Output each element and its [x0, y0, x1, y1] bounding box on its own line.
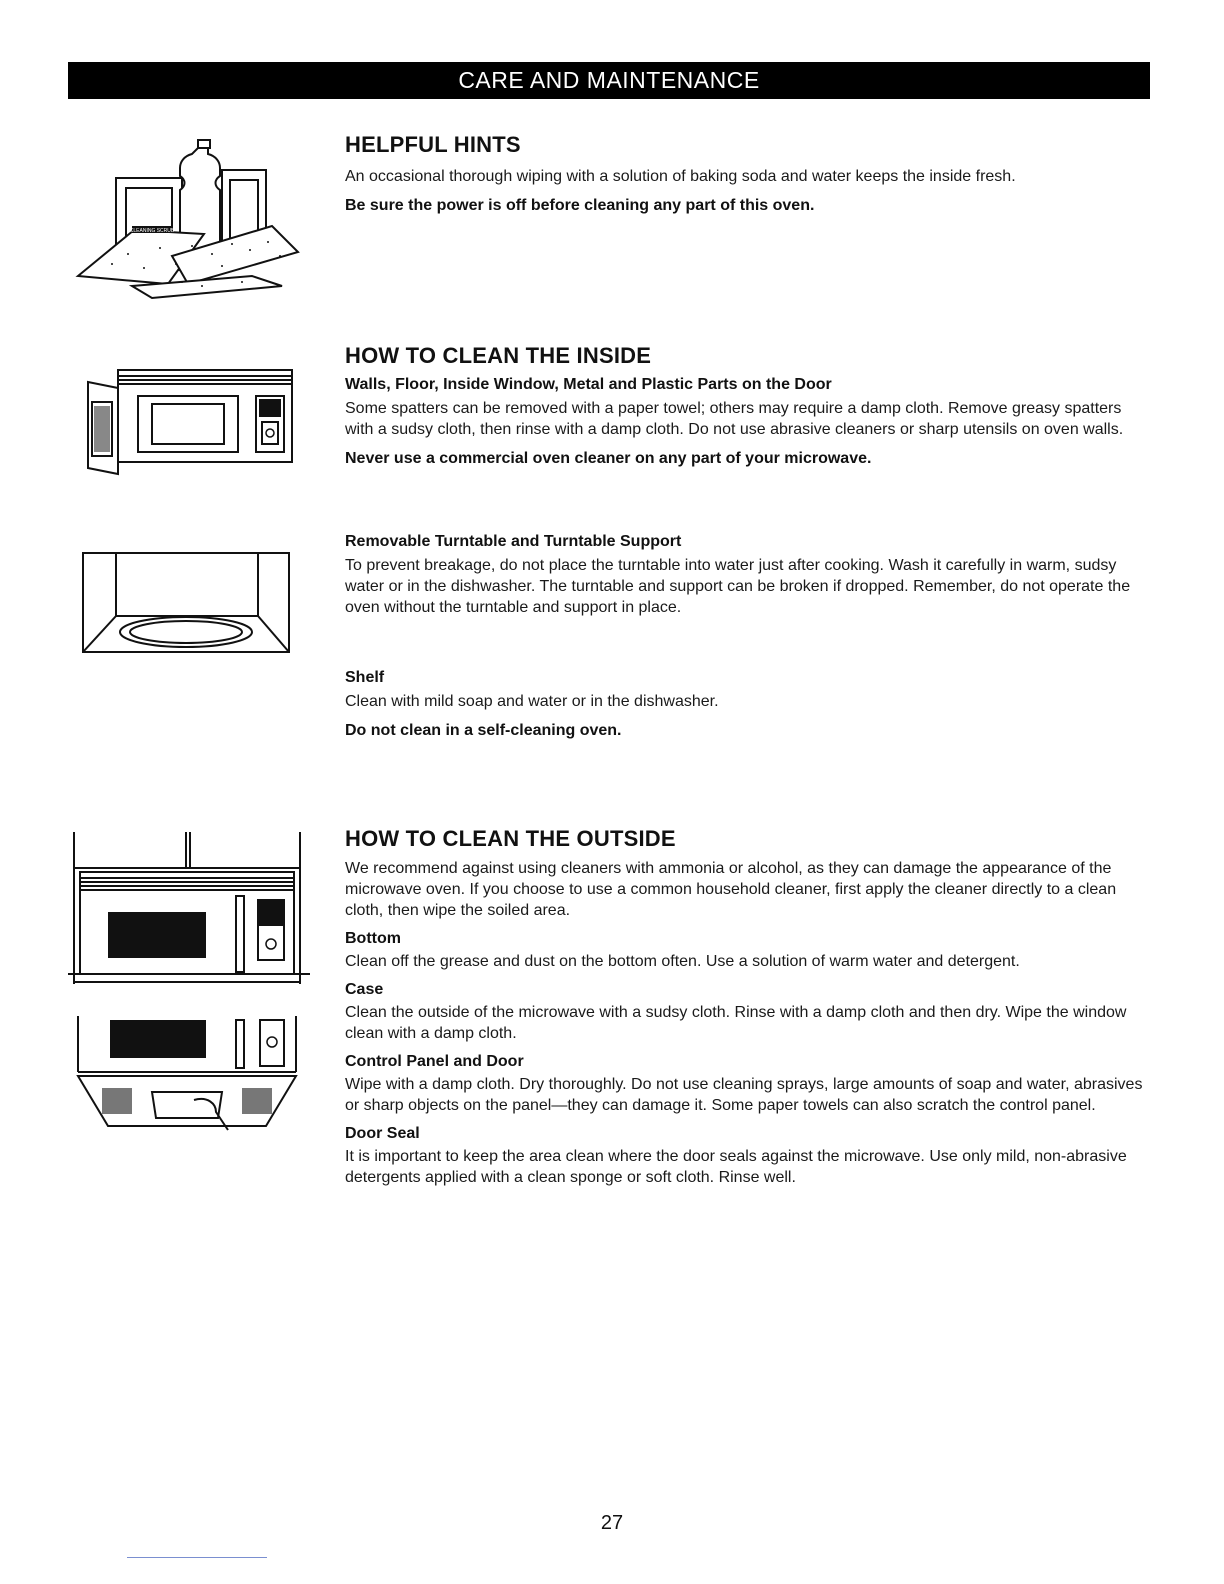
helpful-hints-text: An occasional thorough wiping with a solution of baking soda and water keeps the inside fresh.	[345, 168, 1016, 185]
bottom-text: Clean off the grease and dust on the bottom often. Use a solution of warm water and detergent.	[345, 953, 1020, 970]
clean-outside-heading: HOW TO CLEAN THE OUTSIDE	[345, 826, 676, 851]
control-panel-text: Wipe with a damp cloth. Dry thoroughly. Do not use cleaning sprays, large amounts of soap and water, abrasives or sharp objects on the panel—they can damage it. Some paper towels can also scratch the control panel.	[345, 1076, 1143, 1114]
turntable-subheading: Removable Turntable and Turntable Support	[345, 533, 682, 550]
microwave-front-illustration	[66, 828, 310, 988]
shelf-text: Clean with mild soap and water or in the dishwasher.	[345, 693, 719, 710]
clean-inside-heading: HOW TO CLEAN THE INSIDE	[345, 343, 652, 368]
open-microwave-illustration	[78, 368, 296, 478]
cleaning-supplies-illustration	[72, 136, 312, 300]
section-banner: CARE AND MAINTENANCE	[68, 62, 1150, 99]
shelf-subheading: Shelf	[345, 669, 385, 686]
walls-warning: Never use a commercial oven cleaner on any part of your microwave.	[345, 450, 872, 467]
helpful-hints-heading: HELPFUL HINTS	[345, 132, 521, 157]
shelf-warning: Do not clean in a self-cleaning oven.	[345, 722, 622, 739]
turntable-illustration	[82, 552, 292, 654]
turntable-text: To prevent breakage, do not place the turntable into water just after cooking. Wash it carefully in warm, sudsy water or in the dishwasher. The turntable and support can be broken if dropped. Remember, do not operate the oven without the turntable and support in place.	[345, 557, 1131, 616]
walls-text: Some spatters can be removed with a paper towel; others may require a damp cloth. Remove greasy spatters with a sudsy cloth, then rinse with a damp cloth. Do not use abrasive cleaners or sharp utensils on oven walls.	[345, 400, 1124, 438]
helpful-hints-warning: Be sure the power is off before cleaning any part of this oven.	[345, 197, 815, 214]
control-panel-subheading: Control Panel and Door	[345, 1053, 524, 1070]
footer-divider	[127, 1557, 267, 1558]
case-subheading: Case	[345, 981, 384, 998]
bottom-subheading: Bottom	[345, 930, 401, 947]
microwave-bottom-illustration	[76, 1014, 298, 1134]
scrub-label: CLEANING SCRUB	[129, 228, 175, 234]
walls-subheading: Walls, Floor, Inside Window, Metal and Plastic Parts on the Door	[345, 376, 832, 393]
clean-outside-intro: We recommend against using cleaners with ammonia or alcohol, as they can damage the appearance of the microwave oven. If you choose to use a common household cleaner, first apply the cleaner directly to a clean cloth, then wipe the soiled area.	[345, 860, 1117, 919]
door-seal-text: It is important to keep the area clean where the door seals against the microwave. Use only mild, non-abrasive detergents applied with a clean sponge or soft cloth. Rinse well.	[345, 1148, 1127, 1186]
page-number: 27	[600, 1512, 624, 1534]
door-seal-subheading: Door Seal	[345, 1125, 420, 1142]
case-text: Clean the outside of the microwave with a sudsy cloth. Rinse with a damp cloth and then dry. Wipe the window clean with a damp cloth.	[345, 1004, 1127, 1042]
